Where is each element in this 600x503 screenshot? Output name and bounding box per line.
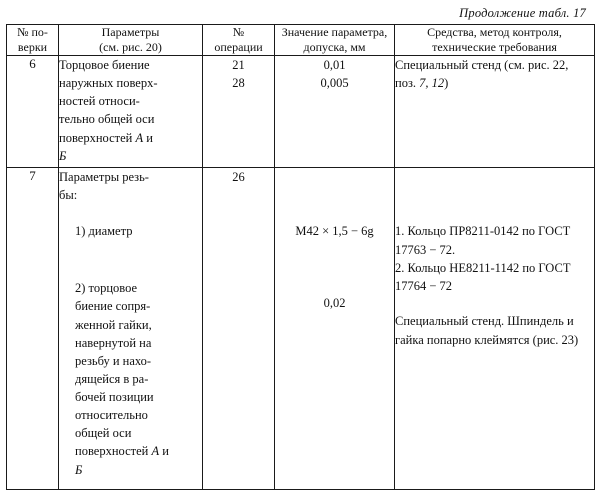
subitem-2-line: поверхностей А и: [75, 444, 169, 459]
value-tolerance: 0,02: [323, 296, 346, 311]
cell-value: [275, 56, 395, 168]
header-cell-value: [275, 25, 395, 56]
header-line-1: Параметры: [101, 25, 160, 39]
subitem-2-line: резьбу и нахо-: [75, 353, 152, 368]
param-line: бы:: [59, 188, 78, 203]
value-line: 0,005: [320, 76, 349, 91]
cell-value: [275, 168, 395, 490]
header-line-2: технические требования: [432, 40, 557, 54]
cell-means: [395, 168, 595, 490]
cell-operation-no: [203, 168, 275, 490]
means-line: Специальный стенд. Шпиндель и: [395, 314, 574, 329]
means-line: поз. 7, 12): [395, 76, 449, 91]
header-cell-check-no: [7, 25, 59, 56]
means-line: 2. Кольцо НЕ8211-1142 по ГОСТ 17764 − 72: [395, 260, 571, 293]
value-line: 0,01: [323, 58, 346, 72]
cell-means: [395, 56, 595, 168]
param-line: тельно общей оси: [59, 112, 155, 127]
table-row: [7, 168, 595, 490]
means-line: гайка попарно клеймятся (рис. 23): [395, 332, 579, 347]
subitem-2-line: биение сопря-: [75, 299, 151, 314]
param-line: ностей относи-: [59, 94, 140, 109]
header-line-2: допуска, мм: [303, 40, 366, 54]
param-line: Торцовое биение: [59, 58, 150, 72]
subitem-2-line: бочей позиции: [75, 390, 154, 404]
cell-parameters: [59, 168, 203, 490]
param-letter-a: А: [151, 444, 160, 459]
cell-check-no: 6: [7, 56, 59, 168]
param-letter-b: Б: [75, 462, 83, 477]
table-row: [7, 56, 595, 168]
table-head: [7, 25, 595, 56]
subitem-2-line: относительно: [75, 408, 148, 423]
cell-parameters: [59, 56, 203, 168]
table-body: [7, 56, 595, 490]
subitem-2-line: навернутой на: [75, 335, 152, 350]
value-thread-spec: М42 × 1,5 − 6g: [295, 224, 374, 239]
cell-check-no: 7: [7, 168, 59, 490]
header-line-1: № по-: [17, 25, 48, 39]
header-cell-operation-no: [203, 25, 275, 56]
operation-line: 28: [232, 76, 245, 91]
header-cell-parameters: [59, 25, 203, 56]
header-line-2: (см. рис. 20): [99, 40, 162, 54]
header-line-1: Значение параметра,: [281, 25, 388, 39]
header-line-1: №: [232, 25, 245, 39]
param-line: поверхностей А и: [59, 130, 153, 145]
subitem-2-line: общей оси: [75, 426, 132, 441]
means-positions: 7, 12: [419, 76, 445, 91]
subitem-2-line: дящейся в ра-: [75, 371, 149, 386]
table-header-row: [7, 25, 595, 56]
header-line-2: операции: [214, 40, 263, 54]
param-letter-b: Б: [59, 148, 67, 163]
subitem-2-line: женной гайки,: [75, 317, 152, 332]
subitem-2-line: 2) торцовое: [75, 281, 138, 296]
parameters-table: [6, 24, 595, 490]
operation-line: 21: [232, 58, 245, 72]
means-line: Специальный стенд (см. рис. 22,: [395, 58, 569, 72]
subitem-1-label: 1) диаметр: [75, 224, 133, 239]
continuation-label: Продолжение табл. 17: [459, 6, 586, 20]
header-line-1: Средства, метод контроля,: [427, 25, 562, 39]
header-line-2: верки: [17, 40, 48, 54]
param-line: Параметры резь-: [59, 170, 149, 184]
header-cell-means: [395, 25, 595, 56]
param-letter-a: А: [135, 130, 144, 145]
cell-operation-no: [203, 56, 275, 168]
param-line: наружных поверх-: [59, 76, 158, 91]
operation-line: 26: [232, 170, 245, 184]
means-line: 1. Кольцо ПР8211-0142 по ГОСТ 17763 − 72.: [395, 224, 571, 257]
